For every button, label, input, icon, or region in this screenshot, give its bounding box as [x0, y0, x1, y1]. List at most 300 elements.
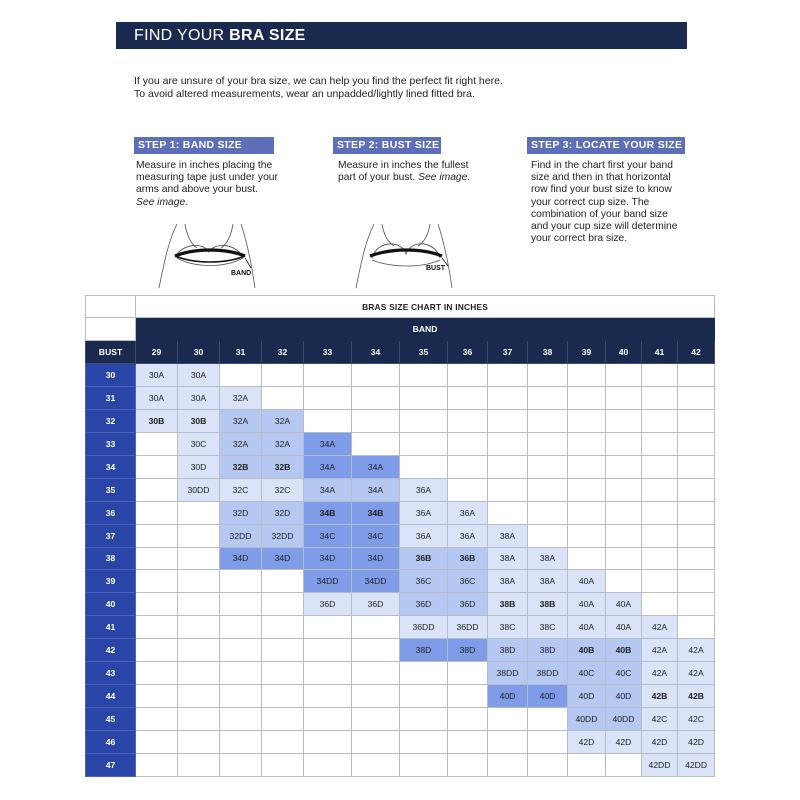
size-cell — [528, 409, 568, 432]
bust-size-header: 41 — [86, 616, 136, 639]
size-cell: 34D — [220, 547, 262, 570]
size-cell — [448, 662, 488, 685]
size-cell — [568, 478, 606, 501]
size-cell — [642, 501, 678, 524]
size-cell: 32D — [220, 501, 262, 524]
size-cell: 40DD — [568, 708, 606, 731]
title-bold: BRA SIZE — [229, 27, 306, 44]
size-cell — [568, 501, 606, 524]
size-cell: 34C — [304, 524, 352, 547]
size-cell: 42D — [678, 731, 715, 754]
bust-size-header: 31 — [86, 386, 136, 409]
bust-size-header: 32 — [86, 409, 136, 432]
table-row — [86, 570, 715, 593]
size-cell — [642, 478, 678, 501]
size-cell: 34A — [352, 455, 400, 478]
size-cell — [262, 639, 304, 662]
size-cell: 36B — [448, 547, 488, 570]
size-cell — [178, 616, 220, 639]
size-cell: 36DD — [448, 616, 488, 639]
size-cell: 38A — [528, 570, 568, 593]
size-cell — [488, 731, 528, 754]
size-cell — [678, 570, 715, 593]
step-3-line: combination of your band size — [531, 208, 668, 220]
size-cell — [220, 570, 262, 593]
size-cell: 34A — [304, 478, 352, 501]
size-cell — [528, 364, 568, 387]
size-cell: 36C — [400, 570, 448, 593]
size-cell: 38D — [488, 639, 528, 662]
bust-size-header: 34 — [86, 455, 136, 478]
size-cell — [136, 432, 178, 455]
size-cell: 38DD — [488, 662, 528, 685]
step-3-line: row find your bust size to know — [531, 184, 672, 196]
size-cell: 32A — [262, 409, 304, 432]
size-cell — [528, 708, 568, 731]
band-size-header: 34 — [352, 341, 400, 364]
size-cell — [136, 685, 178, 708]
size-cell: 36A — [448, 524, 488, 547]
size-cell — [352, 662, 400, 685]
bust-size-header: 37 — [86, 524, 136, 547]
size-cell — [488, 386, 528, 409]
size-cell — [178, 708, 220, 731]
size-cell — [352, 753, 400, 776]
size-cell: 32DD — [262, 524, 304, 547]
size-cell: 38DD — [528, 662, 568, 685]
step-3-line: and your cup size will determine — [531, 221, 678, 233]
size-cell: 32DD — [220, 524, 262, 547]
bust-size-header: 36 — [86, 501, 136, 524]
size-cell — [136, 455, 178, 478]
size-cell: 36D — [448, 593, 488, 616]
size-cell — [178, 501, 220, 524]
size-cell — [262, 570, 304, 593]
size-cell: 32C — [220, 478, 262, 501]
size-cell — [262, 364, 304, 387]
size-cell — [220, 593, 262, 616]
title-prefix: FIND YOUR — [134, 27, 230, 44]
step-3-line: your correct cup size. The — [531, 196, 650, 208]
size-cell — [606, 478, 642, 501]
size-cell: 32A — [220, 432, 262, 455]
size-cell — [642, 364, 678, 387]
intro-line-1: If you are unsure of your bra size, we can help you find the perfect fit right here. — [134, 75, 503, 87]
size-cell: 36C — [448, 570, 488, 593]
size-cell: 38A — [488, 570, 528, 593]
size-cell — [136, 547, 178, 570]
size-cell — [352, 364, 400, 387]
bust-size-header: 35 — [86, 478, 136, 501]
table-row — [86, 593, 715, 616]
table-row — [86, 478, 715, 501]
step-1-line: Measure in inches placing the — [136, 160, 273, 171]
size-cell: 42C — [642, 708, 678, 731]
size-cell — [678, 616, 715, 639]
size-cell — [528, 524, 568, 547]
size-cell — [448, 409, 488, 432]
size-cell — [448, 364, 488, 387]
size-cell — [606, 386, 642, 409]
size-cell — [304, 708, 352, 731]
size-cell: 30DD — [178, 478, 220, 501]
size-cell — [448, 708, 488, 731]
size-cell: 40A — [568, 616, 606, 639]
step-2-heading: STEP 2: BUST SIZE — [333, 137, 441, 154]
band-measure-illustration — [155, 218, 265, 290]
size-cell: 36A — [400, 524, 448, 547]
size-cell: 38C — [528, 616, 568, 639]
size-cell — [304, 386, 352, 409]
band-size-header: 32 — [262, 341, 304, 364]
chart-caption: BRAS SIZE CHART IN INCHES — [136, 296, 715, 318]
band-label: BAND — [231, 270, 252, 277]
size-cell: 42A — [678, 662, 715, 685]
size-cell — [678, 386, 715, 409]
size-cell: 34D — [262, 547, 304, 570]
size-cell: 36DD — [400, 616, 448, 639]
size-cell — [352, 432, 400, 455]
size-cell — [606, 364, 642, 387]
size-cell — [178, 662, 220, 685]
size-cell — [400, 708, 448, 731]
table-row — [86, 432, 715, 455]
corner-cell — [86, 296, 136, 318]
size-cell: 36D — [352, 593, 400, 616]
table-row — [86, 386, 715, 409]
size-cell — [178, 524, 220, 547]
size-cell — [528, 501, 568, 524]
page-title — [116, 22, 687, 49]
size-cell: 34D — [304, 547, 352, 570]
size-cell — [488, 708, 528, 731]
bust-size-header: 30 — [86, 364, 136, 387]
step-3-line: Find in the chart first your band — [531, 160, 673, 171]
size-cell — [488, 432, 528, 455]
size-cell: 34D — [352, 547, 400, 570]
bust-measure-illustration — [352, 218, 462, 290]
size-cell — [678, 547, 715, 570]
bust-size-header: 40 — [86, 593, 136, 616]
size-cell: 42D — [642, 731, 678, 754]
size-cell: 34DD — [304, 570, 352, 593]
size-cell: 42A — [642, 616, 678, 639]
size-cell: 42C — [678, 708, 715, 731]
size-cell — [448, 432, 488, 455]
size-cell — [304, 616, 352, 639]
size-cell — [220, 639, 262, 662]
table-row — [86, 501, 715, 524]
size-cell: 34A — [352, 478, 400, 501]
size-cell — [606, 501, 642, 524]
size-cell — [136, 524, 178, 547]
size-cell: 40D — [528, 685, 568, 708]
step-1-line: measuring tape just under your — [136, 172, 278, 184]
size-cell — [400, 386, 448, 409]
size-cell — [642, 409, 678, 432]
size-cell: 42D — [606, 731, 642, 754]
size-cell: 40A — [568, 570, 606, 593]
size-cell — [178, 731, 220, 754]
size-cell — [568, 524, 606, 547]
size-cell: 30B — [136, 409, 178, 432]
size-cell — [220, 731, 262, 754]
size-cell — [606, 432, 642, 455]
size-cell — [400, 753, 448, 776]
size-cell — [528, 478, 568, 501]
size-cell: 40A — [606, 593, 642, 616]
size-cell — [178, 753, 220, 776]
intro-text — [134, 75, 694, 100]
size-cell — [262, 708, 304, 731]
size-cell — [400, 455, 448, 478]
bra-size-chart — [85, 295, 715, 777]
size-cell: 32D — [262, 501, 304, 524]
size-cell — [352, 409, 400, 432]
size-cell — [642, 432, 678, 455]
size-cell — [304, 662, 352, 685]
size-cell — [606, 753, 642, 776]
size-cell — [488, 501, 528, 524]
size-cell — [220, 364, 262, 387]
size-cell: 40B — [606, 639, 642, 662]
size-cell — [448, 386, 488, 409]
size-cell: 36D — [400, 593, 448, 616]
size-cell: 36A — [400, 501, 448, 524]
band-size-header: 29 — [136, 341, 178, 364]
bust-size-header: 33 — [86, 432, 136, 455]
size-cell: 32A — [220, 409, 262, 432]
size-cell — [488, 455, 528, 478]
band-size-header: 39 — [568, 341, 606, 364]
size-cell — [678, 455, 715, 478]
size-cell — [178, 639, 220, 662]
table-row — [86, 685, 715, 708]
size-cell — [304, 364, 352, 387]
size-cell — [262, 685, 304, 708]
size-cell — [352, 386, 400, 409]
size-cell — [220, 685, 262, 708]
size-cell: 30A — [136, 386, 178, 409]
band-size-header: 41 — [642, 341, 678, 364]
size-cell — [678, 524, 715, 547]
size-cell — [304, 753, 352, 776]
table-row — [86, 455, 715, 478]
size-cell — [606, 570, 642, 593]
band-header: BAND — [136, 318, 715, 341]
size-cell: 34B — [304, 501, 352, 524]
size-cell: 42DD — [642, 753, 678, 776]
size-cell: 32B — [220, 455, 262, 478]
size-cell — [220, 753, 262, 776]
band-size-header: 30 — [178, 341, 220, 364]
size-cell — [136, 478, 178, 501]
size-cell — [262, 386, 304, 409]
size-cell — [136, 616, 178, 639]
size-cell — [136, 593, 178, 616]
size-cell — [568, 455, 606, 478]
size-cell — [448, 731, 488, 754]
size-cell — [678, 364, 715, 387]
size-cell — [220, 662, 262, 685]
size-cell: 40DD — [606, 708, 642, 731]
size-cell: 34B — [352, 501, 400, 524]
size-cell — [642, 547, 678, 570]
bust-header: BUST — [86, 341, 136, 364]
size-cell — [528, 753, 568, 776]
size-cell: 40D — [568, 685, 606, 708]
band-size-header: 31 — [220, 341, 262, 364]
size-cell — [678, 593, 715, 616]
size-cell: 34C — [352, 524, 400, 547]
band-size-header: 37 — [488, 341, 528, 364]
size-cell — [262, 753, 304, 776]
size-cell — [568, 753, 606, 776]
size-cell — [606, 409, 642, 432]
size-cell — [178, 685, 220, 708]
size-cell — [448, 685, 488, 708]
size-cell: 38B — [488, 593, 528, 616]
size-cell — [304, 639, 352, 662]
size-cell: 42A — [642, 662, 678, 685]
size-cell: 34A — [304, 455, 352, 478]
size-cell — [352, 685, 400, 708]
step-1-line: arms and above your bust. — [136, 184, 258, 196]
size-cell: 38D — [528, 639, 568, 662]
size-cell: 30D — [178, 455, 220, 478]
size-cell — [568, 547, 606, 570]
bust-size-header: 43 — [86, 662, 136, 685]
size-cell — [678, 432, 715, 455]
table-row — [86, 753, 715, 776]
table-row — [86, 616, 715, 639]
size-cell — [642, 524, 678, 547]
size-cell: 36D — [304, 593, 352, 616]
table-row — [86, 524, 715, 547]
size-cell — [136, 708, 178, 731]
step-3-line: your correct bra size. — [531, 233, 628, 245]
size-cell: 42D — [568, 731, 606, 754]
size-cell — [352, 708, 400, 731]
size-cell: 32A — [262, 432, 304, 455]
size-cell — [488, 478, 528, 501]
size-cell: 38D — [400, 639, 448, 662]
size-cell — [488, 409, 528, 432]
size-cell — [136, 501, 178, 524]
size-cell — [352, 616, 400, 639]
size-cell: 40C — [606, 662, 642, 685]
size-cell: 34DD — [352, 570, 400, 593]
bust-size-header: 42 — [86, 639, 136, 662]
size-cell — [528, 731, 568, 754]
bust-size-header: 39 — [86, 570, 136, 593]
size-cell: 38A — [488, 524, 528, 547]
size-cell — [488, 364, 528, 387]
corner-cell — [86, 318, 136, 341]
size-cell — [220, 708, 262, 731]
size-cell — [642, 455, 678, 478]
size-cell — [262, 662, 304, 685]
table-row — [86, 364, 715, 387]
size-cell — [642, 593, 678, 616]
size-cell: 30A — [178, 386, 220, 409]
size-cell: 42A — [642, 639, 678, 662]
size-cell — [220, 616, 262, 639]
size-cell: 38A — [488, 547, 528, 570]
size-cell: 30A — [136, 364, 178, 387]
band-size-header: 42 — [678, 341, 715, 364]
table-row — [86, 708, 715, 731]
size-cell — [304, 409, 352, 432]
step-3-line: size and then in that horizontal — [531, 172, 671, 184]
size-cell — [568, 364, 606, 387]
size-cell: 42B — [642, 685, 678, 708]
table-row — [86, 731, 715, 754]
step-3-heading: STEP 3: LOCATE YOUR SIZE — [527, 137, 685, 154]
size-cell — [262, 616, 304, 639]
table-row — [86, 639, 715, 662]
size-cell: 42B — [678, 685, 715, 708]
size-cell: 34A — [304, 432, 352, 455]
size-cell — [136, 639, 178, 662]
table-row — [86, 662, 715, 685]
band-size-header: 38 — [528, 341, 568, 364]
size-cell: 40D — [606, 685, 642, 708]
size-cell: 30A — [178, 364, 220, 387]
size-cell — [642, 386, 678, 409]
size-cell — [136, 731, 178, 754]
size-cell: 40B — [568, 639, 606, 662]
band-size-header: 36 — [448, 341, 488, 364]
size-cell: 40C — [568, 662, 606, 685]
bust-size-header: 47 — [86, 753, 136, 776]
table-row — [86, 547, 715, 570]
band-size-header: 33 — [304, 341, 352, 364]
size-cell — [178, 547, 220, 570]
size-cell: 36A — [400, 478, 448, 501]
size-cell — [262, 593, 304, 616]
band-size-header: 35 — [400, 341, 448, 364]
size-cell: 36A — [448, 501, 488, 524]
size-cell — [178, 570, 220, 593]
size-cell — [352, 731, 400, 754]
size-cell — [262, 731, 304, 754]
step-1-heading: STEP 1: BAND SIZE — [134, 137, 274, 154]
size-cell: 40A — [568, 593, 606, 616]
size-cell: 40D — [488, 685, 528, 708]
size-cell — [528, 386, 568, 409]
size-cell: 38C — [488, 616, 528, 639]
table-row — [86, 409, 715, 432]
bust-size-header: 44 — [86, 685, 136, 708]
size-cell — [606, 455, 642, 478]
size-cell: 32B — [262, 455, 304, 478]
size-cell: 40A — [606, 616, 642, 639]
size-cell: 30B — [178, 409, 220, 432]
size-cell — [568, 409, 606, 432]
size-cell: 38B — [528, 593, 568, 616]
size-cell: 38A — [528, 547, 568, 570]
size-cell: 38D — [448, 639, 488, 662]
size-cell — [136, 753, 178, 776]
bust-label: BUST — [426, 265, 446, 272]
step-2-body — [338, 160, 488, 184]
size-cell — [528, 432, 568, 455]
size-cell — [606, 524, 642, 547]
size-cell — [642, 570, 678, 593]
size-cell — [304, 685, 352, 708]
size-cell — [304, 731, 352, 754]
